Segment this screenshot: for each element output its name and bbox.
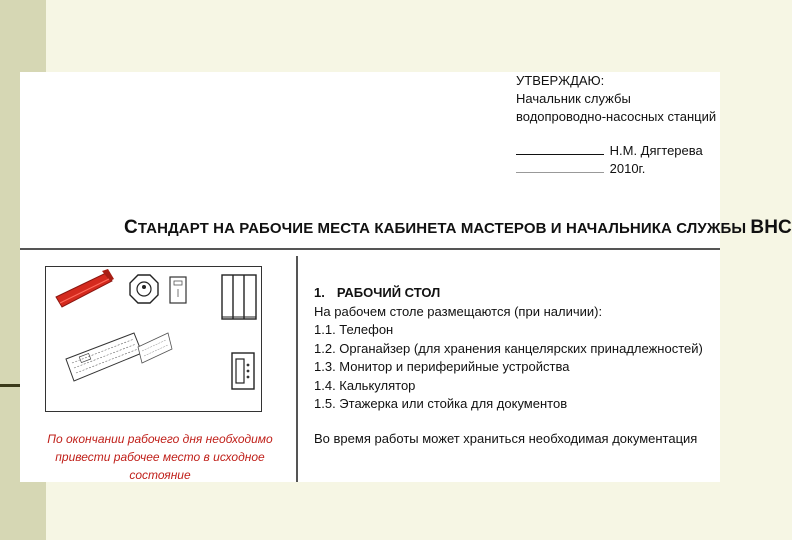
document-rack-icon [222, 275, 256, 319]
documentation-note: Во время работы может храниться необходимая документация [314, 430, 698, 446]
list-item: 1.4. Калькулятор [314, 377, 416, 393]
section-heading [314, 284, 714, 303]
section-intro: На рабочем столе размещаются (при наличии): [314, 303, 603, 319]
title-initial: С [124, 217, 138, 238]
title-acronym: ВНС [750, 217, 792, 238]
approval-block [516, 72, 716, 178]
title-text: ТАНДАРТ НА РАБОЧИЕ МЕСТА КАБИНЕТА МАСТЕРОВ И НАЧАЛЬНИКА СЛУЖБЫ [137, 220, 751, 237]
column-divider [296, 256, 298, 482]
approver-name: Н.М. Дягтерева [609, 143, 703, 158]
end-of-day-notice [30, 430, 290, 484]
section-number: 1. [314, 285, 325, 300]
approval-heading: УТВЕРЖДАЮ: [516, 73, 605, 88]
date-line [516, 160, 604, 173]
title-divider [20, 248, 720, 250]
list-item: 1.3. Монитор и периферийные устройства [314, 359, 570, 374]
monitor-icon [138, 333, 172, 363]
list-item: 1.5. Этажерка или стойка для документов [314, 396, 568, 411]
desk-section [314, 284, 714, 448]
approval-position: Начальник службы [516, 91, 631, 106]
notice-line-1: По окончании рабочего дня необходимо [47, 432, 273, 446]
signature-row [516, 142, 716, 160]
sidebar-accent-line [0, 384, 22, 387]
signature-line [516, 142, 604, 155]
telephone-icon [232, 353, 254, 389]
list-item: 1.2. Органайзер (для хранения канцелярских принадлежностей) [314, 340, 703, 356]
document-title [124, 217, 792, 239]
approval-department: водопроводно-насосных станций [516, 109, 717, 124]
organizer-icon [130, 275, 158, 303]
section-title: РАБОЧИЙ СТОЛ [336, 285, 441, 300]
notice-line-2: привести рабочее место в исходное состояние [55, 450, 265, 482]
date-row [516, 160, 716, 178]
keyboard-icon [66, 333, 142, 381]
calculator-icon [170, 277, 186, 303]
list-item: 1.1. Телефон [314, 322, 394, 337]
approval-year: 2010г. [609, 161, 646, 176]
desk-layout-svg [46, 267, 261, 411]
standard-sheet [20, 72, 792, 482]
desk-layout-drawing [45, 266, 262, 412]
document-shelf-icon [56, 269, 114, 307]
